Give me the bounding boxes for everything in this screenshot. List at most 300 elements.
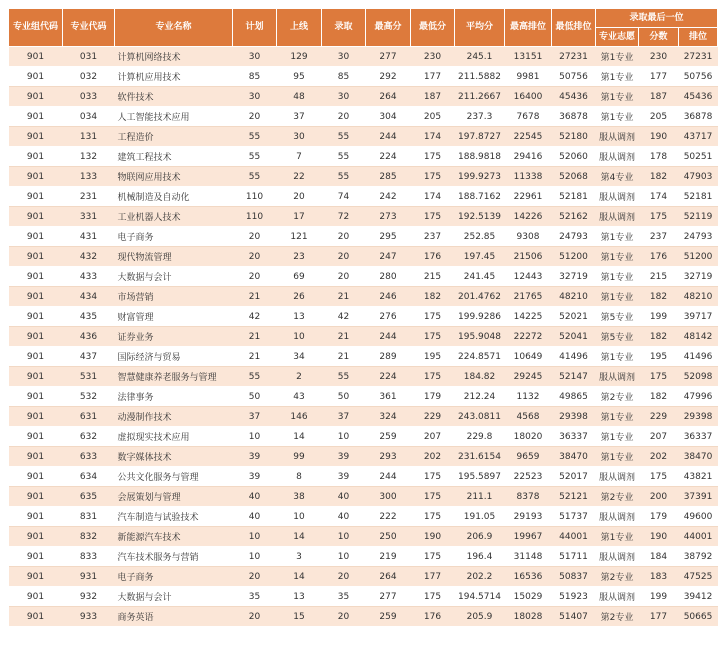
cell-min-score: 207 (411, 427, 455, 447)
cell-min-rank: 41496 (552, 347, 596, 367)
cell-online: 30 (277, 127, 322, 147)
header-major-name: 专业名称 (115, 9, 233, 47)
header-online: 上线 (277, 9, 322, 47)
cell-last-rank: 50756 (679, 67, 718, 87)
cell-max-rank: 19967 (505, 527, 552, 547)
cell-online: 15 (277, 607, 322, 627)
cell-max-score: 224 (366, 147, 411, 167)
table-row (9, 127, 718, 147)
cell-major-code: 431 (63, 227, 115, 247)
cell-last-pref: 服从调剂 (596, 207, 639, 227)
cell-max-rank: 12443 (505, 267, 552, 287)
cell-major-code: 033 (63, 87, 115, 107)
cell-max-score: 224 (366, 367, 411, 387)
cell-admitted: 10 (322, 527, 366, 547)
cell-plan: 10 (233, 547, 277, 567)
cell-max-score: 244 (366, 327, 411, 347)
cell-online: 3 (277, 547, 322, 567)
cell-plan: 20 (233, 227, 277, 247)
cell-min-score: 175 (411, 547, 455, 567)
cell-avg-score: 194.5714 (455, 587, 505, 607)
cell-admitted: 10 (322, 427, 366, 447)
cell-last-score: 182 (639, 387, 679, 407)
cell-last-rank: 48142 (679, 327, 718, 347)
cell-plan: 21 (233, 327, 277, 347)
cell-major-code: 832 (63, 527, 115, 547)
cell-min-score: 202 (411, 447, 455, 467)
cell-min-rank: 50756 (552, 67, 596, 87)
cell-major-code: 635 (63, 487, 115, 507)
cell-group-code: 901 (9, 307, 63, 327)
cell-last-rank: 50251 (679, 147, 718, 167)
cell-max-rank: 1132 (505, 387, 552, 407)
cell-last-score: 176 (639, 247, 679, 267)
cell-min-rank: 51711 (552, 547, 596, 567)
table-row (9, 447, 718, 467)
table-row (9, 407, 718, 427)
cell-group-code: 901 (9, 587, 63, 607)
table-row (9, 367, 718, 387)
cell-min-rank: 52060 (552, 147, 596, 167)
cell-last-pref: 第4专业 (596, 167, 639, 187)
cell-plan: 39 (233, 467, 277, 487)
cell-major-name: 现代物流管理 (115, 247, 233, 267)
cell-max-rank: 9308 (505, 227, 552, 247)
cell-major-name: 动漫制作技术 (115, 407, 233, 427)
cell-online: 146 (277, 407, 322, 427)
cell-admitted: 39 (322, 467, 366, 487)
cell-avg-score: 199.9286 (455, 307, 505, 327)
header-major-code: 专业代码 (63, 9, 115, 47)
cell-last-rank: 41496 (679, 347, 718, 367)
cell-min-rank: 52180 (552, 127, 596, 147)
cell-major-name: 汽车制造与试验技术 (115, 507, 233, 527)
cell-last-pref: 服从调剂 (596, 187, 639, 207)
cell-avg-score: 195.9048 (455, 327, 505, 347)
cell-major-name: 机械制造及自动化 (115, 187, 233, 207)
cell-avg-score: 197.8727 (455, 127, 505, 147)
cell-admitted: 30 (322, 47, 366, 67)
cell-online: 95 (277, 67, 322, 87)
cell-plan: 40 (233, 487, 277, 507)
cell-last-score: 199 (639, 587, 679, 607)
table-row (9, 187, 718, 207)
header-max-rank: 最高排位 (505, 9, 552, 47)
cell-min-rank: 51923 (552, 587, 596, 607)
cell-last-score: 179 (639, 507, 679, 527)
cell-min-rank: 50837 (552, 567, 596, 587)
cell-group-code: 901 (9, 287, 63, 307)
cell-plan: 39 (233, 447, 277, 467)
cell-max-score: 264 (366, 87, 411, 107)
cell-avg-score: 252.85 (455, 227, 505, 247)
table-body (9, 47, 718, 627)
cell-online: 38 (277, 487, 322, 507)
cell-group-code: 901 (9, 247, 63, 267)
cell-plan: 42 (233, 307, 277, 327)
cell-last-rank: 38470 (679, 447, 718, 467)
cell-min-score: 175 (411, 327, 455, 347)
table-row (9, 347, 718, 367)
cell-last-rank: 24793 (679, 227, 718, 247)
cell-admitted: 85 (322, 67, 366, 87)
cell-last-pref: 服从调剂 (596, 507, 639, 527)
cell-last-score: 230 (639, 47, 679, 67)
cell-last-pref: 第1专业 (596, 87, 639, 107)
cell-last-pref: 第1专业 (596, 247, 639, 267)
header-plan: 计划 (233, 9, 277, 47)
cell-group-code: 901 (9, 187, 63, 207)
cell-admitted: 55 (322, 127, 366, 147)
cell-major-name: 汽车技术服务与营销 (115, 547, 233, 567)
cell-major-code: 634 (63, 467, 115, 487)
cell-group-code: 901 (9, 607, 63, 627)
table-row (9, 47, 718, 67)
cell-last-score: 183 (639, 567, 679, 587)
cell-min-score: 175 (411, 487, 455, 507)
cell-last-rank: 36337 (679, 427, 718, 447)
cell-online: 37 (277, 107, 322, 127)
cell-last-score: 190 (639, 527, 679, 547)
cell-max-score: 219 (366, 547, 411, 567)
cell-online: 14 (277, 567, 322, 587)
cell-last-rank: 43821 (679, 467, 718, 487)
cell-major-name: 国际经济与贸易 (115, 347, 233, 367)
cell-admitted: 74 (322, 187, 366, 207)
cell-max-rank: 31148 (505, 547, 552, 567)
table-row (9, 247, 718, 267)
cell-major-name: 物联网应用技术 (115, 167, 233, 187)
cell-max-rank: 13151 (505, 47, 552, 67)
cell-plan: 10 (233, 427, 277, 447)
cell-last-score: 215 (639, 267, 679, 287)
cell-group-code: 901 (9, 267, 63, 287)
cell-max-rank: 9659 (505, 447, 552, 467)
table-row (9, 147, 718, 167)
cell-min-score: 229 (411, 407, 455, 427)
cell-avg-score: 192.5139 (455, 207, 505, 227)
cell-last-rank: 39717 (679, 307, 718, 327)
cell-max-rank: 22523 (505, 467, 552, 487)
cell-avg-score: 188.9818 (455, 147, 505, 167)
cell-online: 22 (277, 167, 322, 187)
cell-last-pref: 服从调剂 (596, 587, 639, 607)
cell-last-pref: 第5专业 (596, 327, 639, 347)
cell-last-score: 178 (639, 147, 679, 167)
cell-last-rank: 52098 (679, 367, 718, 387)
cell-group-code: 901 (9, 487, 63, 507)
table-row (9, 267, 718, 287)
cell-major-code: 132 (63, 147, 115, 167)
cell-max-score: 264 (366, 567, 411, 587)
cell-online: 14 (277, 527, 322, 547)
cell-min-rank: 38470 (552, 447, 596, 467)
cell-max-score: 259 (366, 427, 411, 447)
cell-min-score: 174 (411, 127, 455, 147)
cell-min-rank: 52162 (552, 207, 596, 227)
cell-online: 121 (277, 227, 322, 247)
cell-min-score: 237 (411, 227, 455, 247)
cell-group-code: 901 (9, 567, 63, 587)
cell-max-rank: 18028 (505, 607, 552, 627)
cell-last-score: 199 (639, 307, 679, 327)
cell-max-score: 222 (366, 507, 411, 527)
cell-min-rank: 52147 (552, 367, 596, 387)
table-row (9, 547, 718, 567)
cell-group-code: 901 (9, 467, 63, 487)
cell-min-rank: 51737 (552, 507, 596, 527)
cell-last-pref: 第1专业 (596, 107, 639, 127)
cell-group-code: 901 (9, 367, 63, 387)
cell-group-code: 901 (9, 407, 63, 427)
cell-admitted: 30 (322, 87, 366, 107)
cell-last-rank: 47996 (679, 387, 718, 407)
cell-plan: 21 (233, 287, 277, 307)
cell-major-code: 632 (63, 427, 115, 447)
cell-plan: 55 (233, 167, 277, 187)
cell-min-rank: 44001 (552, 527, 596, 547)
cell-max-score: 324 (366, 407, 411, 427)
cell-group-code: 901 (9, 207, 63, 227)
cell-last-rank: 51200 (679, 247, 718, 267)
cell-group-code: 901 (9, 347, 63, 367)
table-row (9, 487, 718, 507)
cell-admitted: 20 (322, 267, 366, 287)
cell-major-name: 商务英语 (115, 607, 233, 627)
cell-major-code: 034 (63, 107, 115, 127)
cell-major-code: 437 (63, 347, 115, 367)
cell-major-name: 建筑工程技术 (115, 147, 233, 167)
cell-max-rank: 7678 (505, 107, 552, 127)
cell-last-score: 182 (639, 287, 679, 307)
cell-min-rank: 52068 (552, 167, 596, 187)
cell-last-rank: 48210 (679, 287, 718, 307)
cell-last-score: 202 (639, 447, 679, 467)
cell-last-rank: 36878 (679, 107, 718, 127)
cell-min-score: 195 (411, 347, 455, 367)
table-row (9, 567, 718, 587)
table-row (9, 207, 718, 227)
cell-major-name: 市场营销 (115, 287, 233, 307)
cell-max-rank: 21765 (505, 287, 552, 307)
cell-avg-score: 211.1 (455, 487, 505, 507)
cell-max-rank: 16536 (505, 567, 552, 587)
cell-major-name: 证券业务 (115, 327, 233, 347)
cell-max-rank: 4568 (505, 407, 552, 427)
cell-online: 69 (277, 267, 322, 287)
cell-min-rank: 52041 (552, 327, 596, 347)
cell-max-rank: 14225 (505, 307, 552, 327)
cell-max-score: 259 (366, 607, 411, 627)
cell-avg-score: 191.05 (455, 507, 505, 527)
cell-min-score: 179 (411, 387, 455, 407)
cell-min-score: 175 (411, 207, 455, 227)
cell-major-name: 大数据与会计 (115, 587, 233, 607)
table-row (9, 227, 718, 247)
cell-max-rank: 22272 (505, 327, 552, 347)
cell-major-name: 虚拟现实技术应用 (115, 427, 233, 447)
cell-online: 7 (277, 147, 322, 167)
cell-plan: 30 (233, 87, 277, 107)
cell-last-pref: 第1专业 (596, 447, 639, 467)
cell-plan: 110 (233, 207, 277, 227)
cell-online: 20 (277, 187, 322, 207)
cell-admitted: 42 (322, 307, 366, 327)
cell-online: 14 (277, 427, 322, 447)
cell-max-score: 244 (366, 467, 411, 487)
cell-major-code: 331 (63, 207, 115, 227)
cell-last-pref: 第1专业 (596, 227, 639, 247)
cell-avg-score: 195.5897 (455, 467, 505, 487)
cell-max-rank: 15029 (505, 587, 552, 607)
cell-last-pref: 第2专业 (596, 607, 639, 627)
cell-major-code: 631 (63, 407, 115, 427)
cell-group-code: 901 (9, 427, 63, 447)
cell-min-rank: 51200 (552, 247, 596, 267)
cell-major-name: 法律事务 (115, 387, 233, 407)
cell-max-score: 293 (366, 447, 411, 467)
cell-max-score: 277 (366, 587, 411, 607)
cell-min-rank: 36337 (552, 427, 596, 447)
cell-online: 43 (277, 387, 322, 407)
table-row (9, 67, 718, 87)
cell-max-score: 361 (366, 387, 411, 407)
cell-last-rank: 52181 (679, 187, 718, 207)
cell-last-score: 175 (639, 207, 679, 227)
cell-max-rank: 16400 (505, 87, 552, 107)
cell-min-rank: 51407 (552, 607, 596, 627)
cell-avg-score: 241.45 (455, 267, 505, 287)
cell-major-name: 电子商务 (115, 227, 233, 247)
cell-online: 17 (277, 207, 322, 227)
cell-avg-score: 199.9273 (455, 167, 505, 187)
cell-last-rank: 44001 (679, 527, 718, 547)
cell-online: 34 (277, 347, 322, 367)
cell-admitted: 20 (322, 607, 366, 627)
cell-major-name: 人工智能技术应用 (115, 107, 233, 127)
header-max-score: 最高分 (366, 9, 411, 47)
cell-plan: 21 (233, 347, 277, 367)
cell-admitted: 37 (322, 407, 366, 427)
cell-last-score: 229 (639, 407, 679, 427)
cell-admitted: 21 (322, 327, 366, 347)
cell-last-rank: 38792 (679, 547, 718, 567)
cell-min-score: 175 (411, 367, 455, 387)
header-avg-score: 平均分 (455, 9, 505, 47)
cell-last-score: 237 (639, 227, 679, 247)
cell-min-score: 190 (411, 527, 455, 547)
cell-max-score: 304 (366, 107, 411, 127)
cell-admitted: 39 (322, 447, 366, 467)
cell-min-rank: 36878 (552, 107, 596, 127)
admission-table (8, 8, 718, 627)
cell-plan: 55 (233, 147, 277, 167)
cell-avg-score: 205.9 (455, 607, 505, 627)
header-last-admitted: 录取最后一位 (596, 9, 718, 28)
cell-min-score: 230 (411, 47, 455, 67)
header-min-score: 最低分 (411, 9, 455, 47)
cell-group-code: 901 (9, 227, 63, 247)
cell-last-pref: 第1专业 (596, 427, 639, 447)
cell-major-code: 436 (63, 327, 115, 347)
cell-min-rank: 52181 (552, 187, 596, 207)
cell-min-rank: 52017 (552, 467, 596, 487)
table-row (9, 287, 718, 307)
cell-admitted: 40 (322, 487, 366, 507)
cell-last-score: 175 (639, 367, 679, 387)
table-row (9, 427, 718, 447)
cell-min-score: 215 (411, 267, 455, 287)
header-last-score: 分数 (639, 28, 679, 47)
cell-max-score: 246 (366, 287, 411, 307)
cell-max-score: 295 (366, 227, 411, 247)
cell-min-rank: 52021 (552, 307, 596, 327)
cell-min-score: 177 (411, 567, 455, 587)
cell-group-code: 901 (9, 87, 63, 107)
table-row (9, 307, 718, 327)
cell-max-score: 300 (366, 487, 411, 507)
cell-min-score: 187 (411, 87, 455, 107)
cell-last-score: 177 (639, 607, 679, 627)
cell-avg-score: 224.8571 (455, 347, 505, 367)
cell-plan: 40 (233, 507, 277, 527)
cell-major-code: 133 (63, 167, 115, 187)
cell-major-name: 会展策划与管理 (115, 487, 233, 507)
cell-last-rank: 27231 (679, 47, 718, 67)
cell-last-rank: 32719 (679, 267, 718, 287)
cell-major-code: 932 (63, 587, 115, 607)
cell-avg-score: 202.2 (455, 567, 505, 587)
cell-major-name: 计算机网络技术 (115, 47, 233, 67)
cell-plan: 85 (233, 67, 277, 87)
cell-online: 23 (277, 247, 322, 267)
cell-last-pref: 第2专业 (596, 487, 639, 507)
cell-max-rank: 8378 (505, 487, 552, 507)
cell-max-score: 273 (366, 207, 411, 227)
header-admitted: 录取 (322, 9, 366, 47)
cell-major-name: 数字媒体技术 (115, 447, 233, 467)
cell-max-rank: 18020 (505, 427, 552, 447)
cell-admitted: 21 (322, 287, 366, 307)
cell-major-name: 财富管理 (115, 307, 233, 327)
cell-max-score: 289 (366, 347, 411, 367)
table-row (9, 107, 718, 127)
cell-max-score: 280 (366, 267, 411, 287)
cell-admitted: 50 (322, 387, 366, 407)
cell-group-code: 901 (9, 507, 63, 527)
cell-last-score: 207 (639, 427, 679, 447)
cell-avg-score: 229.8 (455, 427, 505, 447)
cell-max-rank: 11338 (505, 167, 552, 187)
cell-avg-score: 196.4 (455, 547, 505, 567)
cell-admitted: 55 (322, 367, 366, 387)
cell-min-rank: 45436 (552, 87, 596, 107)
cell-group-code: 901 (9, 147, 63, 167)
cell-last-pref: 服从调剂 (596, 127, 639, 147)
cell-online: 13 (277, 587, 322, 607)
cell-major-code: 531 (63, 367, 115, 387)
cell-min-score: 205 (411, 107, 455, 127)
cell-major-code: 032 (63, 67, 115, 87)
cell-avg-score: 212.24 (455, 387, 505, 407)
cell-max-score: 277 (366, 47, 411, 67)
cell-last-score: 182 (639, 167, 679, 187)
cell-avg-score: 237.3 (455, 107, 505, 127)
cell-max-rank: 10649 (505, 347, 552, 367)
cell-plan: 50 (233, 387, 277, 407)
cell-last-rank: 45436 (679, 87, 718, 107)
cell-avg-score: 206.9 (455, 527, 505, 547)
